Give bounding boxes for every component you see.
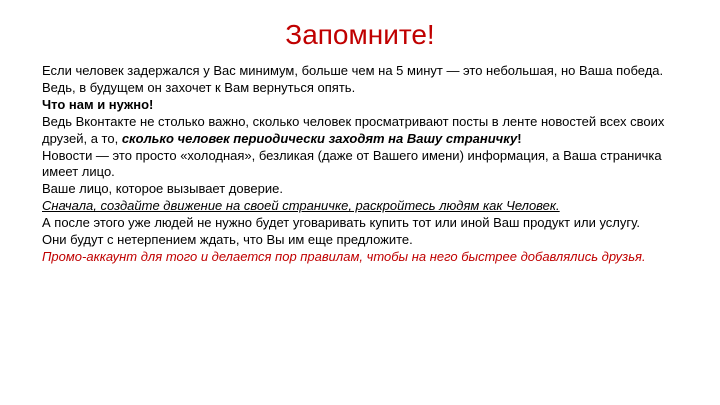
paragraph-movement: Сначала, создайте движение на своей страничке, раскройтесь людям как Человек. (42, 198, 560, 214)
vkontakte-text-start: Ведь Вконтакте не столько важно, сколько человек просматривают посты в ленте новостей всех своих друзей, а то, (42, 113, 665, 146)
paragraph-what-we-need: Что нам и нужно! (42, 96, 154, 112)
slide-body (42, 63, 692, 266)
slide-title: Запомните! (285, 19, 435, 50)
paragraph-after: А после этого уже людей не нужно будет уговаривать купить тот или иной Ваш продукт или услугу. (42, 215, 640, 231)
paragraph-vkontakte (42, 114, 692, 148)
paragraph-victory: Если человек задержался у Вас минимум, больше чем на 5 минут — это небольшая, но Ваша победа. (42, 63, 664, 78)
paragraph-news: Новости — это просто «холодная», безликая (даже от Вашего имени) информация, а Ваша страничка имеет лицо. (42, 147, 662, 180)
vkontakte-text-end: ! (517, 130, 522, 146)
paragraph-return: Ведь, в будущем он захочет к Вам вернуться опять. (42, 79, 356, 95)
vkontakte-emphasis: сколько человек периодически заходят на Вашу страничку (121, 130, 518, 146)
paragraph-waiting: Они будут с нетерпением ждать, что Вы им еще предложите. (42, 232, 413, 248)
paragraph-promo: Промо-аккаунт для того и делается пор правилам, чтобы на него быстрее добавлялись друзья. (42, 248, 646, 264)
paragraph-trust: Ваше лицо, которое вызывает доверие. (42, 181, 283, 197)
